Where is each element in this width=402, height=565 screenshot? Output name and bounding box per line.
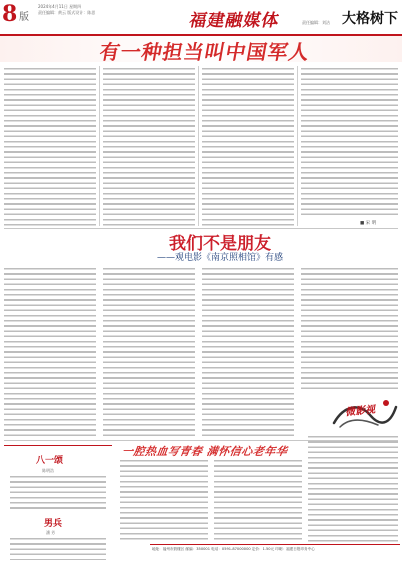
masthead xyxy=(0,0,402,36)
poem1-title: 八一颂 xyxy=(36,456,64,466)
article2-column-3 xyxy=(202,268,294,436)
article2-headline: 我们不是朋友 xyxy=(169,234,271,254)
section-name: 大格树下 xyxy=(342,11,398,27)
column-divider xyxy=(99,66,100,226)
editor-credit: 责任编辑：刘洁 xyxy=(302,20,330,25)
footer-rule xyxy=(150,544,400,545)
article2-subhead: ——观电影《南京照相馆》有感 xyxy=(156,253,283,263)
poem2-author: 潘 芳 xyxy=(46,530,56,535)
article2-column-4 xyxy=(301,268,398,390)
article1-column-2 xyxy=(103,68,195,226)
article3-column-2 xyxy=(214,460,302,542)
poem2-title: 男兵 xyxy=(44,519,63,529)
article3-column-1 xyxy=(120,460,208,542)
article2-column-1 xyxy=(4,268,96,436)
poem1-body xyxy=(10,476,106,510)
page-number: 8 xyxy=(2,1,18,27)
article1-column-1 xyxy=(4,68,96,226)
article1-byline: ■ 宋 明 xyxy=(360,221,377,226)
date-line: 2024年4月11日 星期四 xyxy=(38,4,82,9)
column-divider xyxy=(198,66,199,226)
poem2-body xyxy=(10,538,106,560)
editor-line: 责任编辑：黄云 版式设计：陈思 xyxy=(38,10,96,15)
article2-column-2 xyxy=(103,268,195,436)
article1-column-3 xyxy=(202,68,294,226)
article1-column-4 xyxy=(301,68,398,218)
article3-headline: 一腔热血写青春 满怀信心老年华 xyxy=(121,445,289,458)
article1-headline: 有一种担当叫中国军人 xyxy=(97,40,312,64)
article3-column-3 xyxy=(308,436,398,542)
paper-name: 福建融媒体 xyxy=(187,11,282,31)
page-suffix: 版 xyxy=(19,12,29,23)
footer-text: 地址：福州市鼓楼区 邮编：350001 电话：0591-87000000 定价：1.50元 印刷：福建日报印务中心 xyxy=(152,547,315,551)
column-divider xyxy=(297,66,298,226)
art-title: 微影视 xyxy=(344,404,376,419)
poem1-author: 陈明浩 xyxy=(42,468,54,473)
